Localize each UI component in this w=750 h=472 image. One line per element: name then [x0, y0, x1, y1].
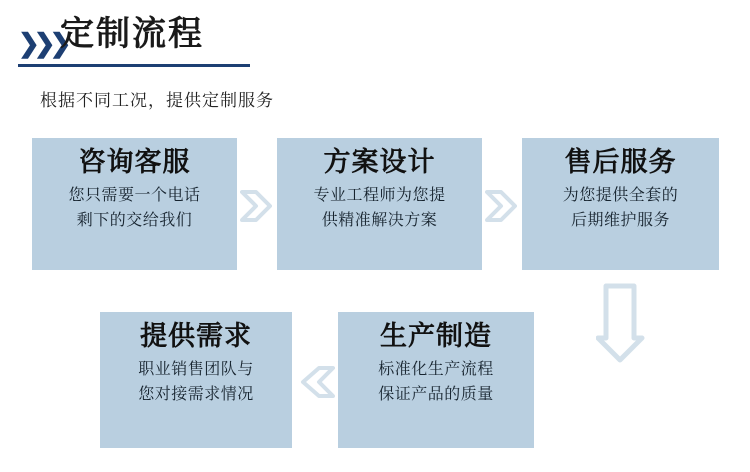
flow-step-description: [32, 184, 237, 234]
flow-step-card-3: [522, 138, 719, 270]
title-underline: [18, 64, 250, 67]
flow-step-description: [100, 358, 292, 408]
page-title: 定制流程: [60, 15, 204, 53]
arrow-right-icon: [240, 186, 272, 226]
flow-step-description-line1: 您只需要一个电话: [68, 186, 201, 204]
flow-step-card-4: [338, 312, 534, 448]
flow-step-title: 售后服务: [564, 147, 677, 177]
chevrons-icon: ❯❯❯: [18, 28, 66, 58]
flow-step-description-line2: 保证产品的质量: [378, 385, 494, 403]
flow-step-description: [338, 358, 534, 408]
flow-step-title: 方案设计: [323, 147, 436, 177]
flow-step-description-line1: 专业工程师为您提: [313, 186, 446, 204]
flow-step-title: 提供需求: [140, 321, 252, 351]
arrow-left-icon: [295, 362, 335, 402]
flow-step-description-line1: 为您提供全套的: [562, 186, 679, 204]
flow-step-description-line2: 供精准解决方案: [321, 211, 438, 229]
flow-step-title: 生产制造: [380, 321, 492, 351]
flow-step-title: 咨询客服: [78, 147, 191, 177]
page-subtitle: 根据不同工况，提供定制服务: [40, 91, 274, 110]
flow-step-description-line2: 您对接需求情况: [138, 385, 254, 403]
page-header: [18, 14, 732, 66]
arrow-down-icon: [596, 282, 652, 366]
flow-step-card-2: [277, 138, 482, 270]
flow-step-card-5: [100, 312, 292, 448]
arrow-right-icon: [485, 186, 517, 226]
flow-step-description-line1: 标准化生产流程: [378, 360, 494, 378]
flow-step-card-1: [32, 138, 237, 270]
flow-step-description-line2: 后期维护服务: [570, 211, 670, 229]
flow-step-description-line1: 职业销售团队与: [138, 360, 254, 378]
flow-step-description: [277, 184, 482, 234]
flow-step-description: [522, 184, 719, 234]
flow-step-description-line2: 剩下的交给我们: [76, 211, 193, 229]
